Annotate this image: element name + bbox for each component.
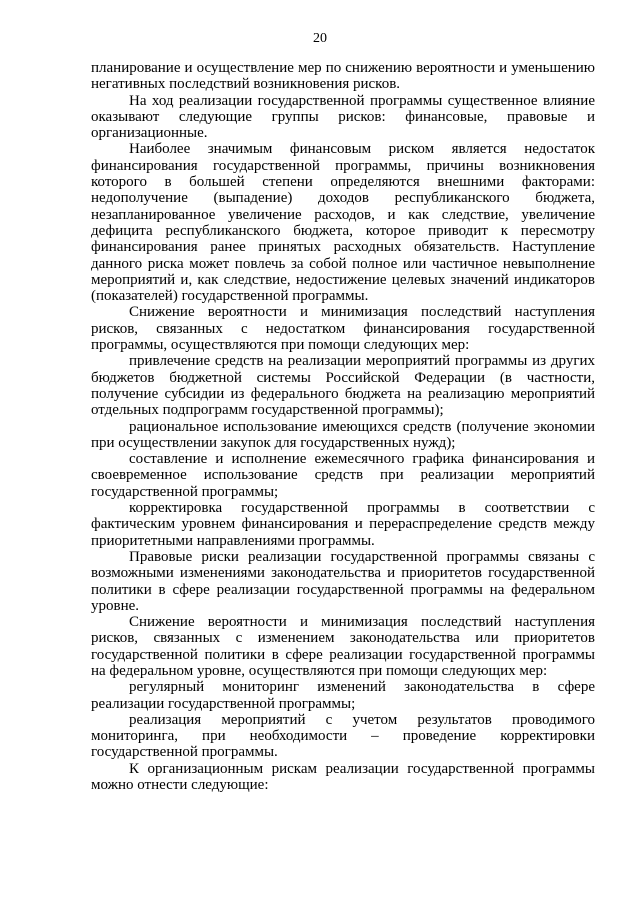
paragraph-organizational-risks: К организационным рискам реализации государственной программы можно отнести следующие: bbox=[91, 760, 595, 794]
paragraph-financial-risk: Наиболее значимым финансовым риском является недостаток финансирования государственной программы, причины возникновения которого в большей степени определяются внешними факторами: недополучение (выпадение) доходов республиканского бюджета, незапланированное увеличение расходов, и как следствие, увеличение дефицита республиканского бюджета, которое приводит к пересмотру финансирования ранее принятых расходных обязательств. Наступление данного риска может повлечь за собой полное или частичное невыполнение мероприятий и, как следствие, недостижение целевых значений индикаторов (показателей) государственной программы. bbox=[91, 141, 595, 305]
paragraph-risk-measures-continued: планирование и осуществление мер по снижению вероятности и уменьшению негативных последствий возникновения рисков. bbox=[91, 60, 595, 93]
paragraph-financial-risk-mitigation: Снижение вероятности и минимизация последствий наступления рисков, связанных с недостатком финансирования государственной программы, осуществляются при помощи следующих мер: bbox=[91, 304, 595, 354]
paragraph-legal-risks: Правовые риски реализации государственной программы связаны с возможными изменениями законодательства и приоритетов государственной политики в сфере реализации государственной программы на федеральном уровне. bbox=[91, 548, 595, 614]
paragraph-measure-implementation: реализация мероприятий с учетом результатов проводимого мониторинга, при необходимости – проведение корректировки государственной программы. bbox=[91, 711, 595, 761]
paragraph-measure-monthly-schedule: составление и исполнение ежемесячного графика финансирования и своевременное использование средств при реализации мероприятий государственной программы; bbox=[91, 451, 595, 500]
paragraph-legal-risk-mitigation: Снижение вероятности и минимизация последствий наступления рисков, связанных с изменением законодательства или приоритетов государственной политики в сфере реализации государственной программы на федеральном уровне, осуществляются при помощи следующих мер: bbox=[91, 614, 595, 679]
paragraph-measure-adjustment: корректировка государственной программы в соответствии с фактическим уровнем финансирования и перераспределение средств между приоритетными направлениями программы. bbox=[91, 500, 595, 549]
paragraph-measure-attract-funds: привлечение средств на реализации мероприятий программы из других бюджетов бюджетной системы Российской Федерации (в частности, получение субсидии из федерального бюджета на реализацию мероприятий отдельных подпрограмм государственной программы); bbox=[91, 353, 595, 419]
document-body bbox=[91, 60, 595, 793]
page-number: 20 bbox=[313, 31, 327, 46]
paragraph-measure-monitoring: регулярный мониторинг изменений законодательства в сфере реализации государственной программы; bbox=[91, 679, 595, 712]
paragraph-risk-groups: На ход реализации государственной программы существенное влияние оказывают следующие группы рисков: финансовые, правовые и организационные. bbox=[91, 92, 595, 142]
paragraph-measure-rational-use: рациональное использование имеющихся средств (получение экономии при осуществлении закупок для государственных нужд); bbox=[91, 418, 595, 451]
